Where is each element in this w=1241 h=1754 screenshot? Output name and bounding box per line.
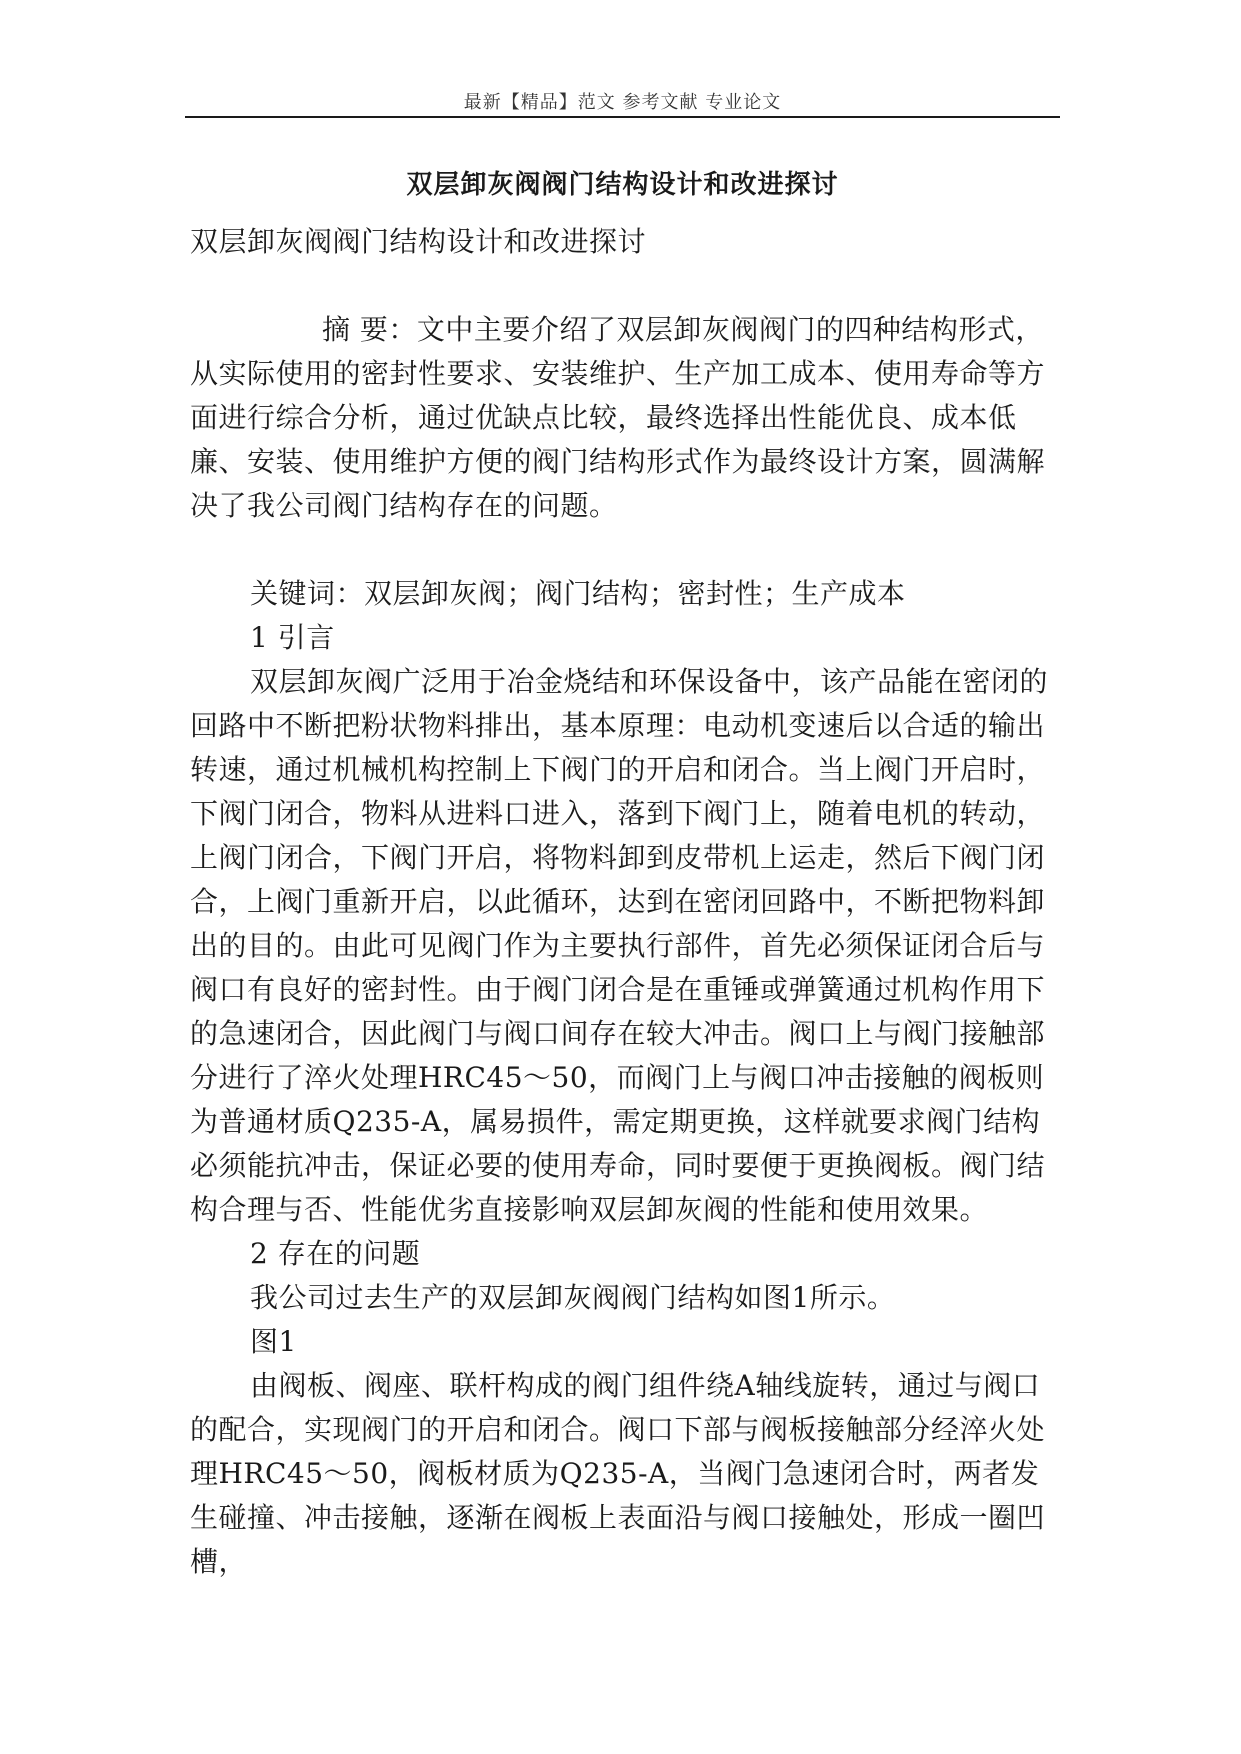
section-heading-intro: 1 引言 bbox=[250, 621, 335, 654]
problems-paragraph-detail: 由阀板、阀座、联杆构成的阀门组件绕A轴线旋转，通过与阀口的配合，实现阀门的开启和闭合。阀口下部与阀板接触部分经淬火处理HRC45～50，阀板材质为Q235-A，当阀门急速闭合时，两者发生碰撞、冲击接触，逐渐在阀板上表面沿与阀口接触处，形成一圈凹槽， bbox=[190, 1369, 1046, 1578]
document-body bbox=[190, 220, 1060, 1584]
abstract-text: 文中主要介绍了双层卸灰阀阀门的四种结构形式，从实际使用的密封性要求、安装维护、生产加工成本、使用寿命等方面进行综合分析，通过优缺点比较，最终选择出性能优良、成本低廉、安装、使用维护方便的阀门结构形式作为最终设计方案，圆满解决了我公司阀门结构存在的问题。 bbox=[190, 313, 1046, 522]
document-title: 双层卸灰阀阀门结构设计和改进探讨 bbox=[406, 170, 839, 200]
section-heading-problems: 2 存在的问题 bbox=[250, 1237, 421, 1270]
abstract-paragraph bbox=[190, 308, 1060, 528]
document-subtitle: 双层卸灰阀阀门结构设计和改进探讨 bbox=[190, 225, 647, 258]
intro-paragraph: 双层卸灰阀广泛用于冶金烧结和环保设备中，该产品能在密闭的回路中不断把粉状物料排出，基本原理：电动机变速后以合适的输出转速，通过机械机构控制上下阀门的开启和闭合。当上阀门开启时，下阀门闭合，物料从进料口进入，落到下阀门上，随着电机的转动，上阀门闭合，下阀门开启，将物料卸到皮带机上运走，然后下阀门闭合，上阀门重新开启，以此循环，达到在密闭回路中，不断把物料卸出的目的。由此可见阀门作为主要执行部件，首先必须保证闭合后与阀口有良好的密封性。由于阀门闭合是在重锤或弹簧通过机构作用下的急速闭合，因此阀门与阀口间存在较大冲击。阀口上与阀门接触部分进行了淬火处理HRC45～50，而阀门上与阀口冲击接触的阀板则为普通材质Q235-A，属易损件，需定期更换，这样就要求阀门结构必须能抗冲击，保证必要的使用寿命，同时要便于更换阀板。阀门结构合理与否、性能优劣直接影响双层卸灰阀的性能和使用效果。 bbox=[190, 665, 1049, 1226]
header-divider bbox=[185, 116, 1060, 118]
page-header: 最新【精品】范文 参考文献 专业论文 bbox=[463, 92, 782, 113]
keywords: 关键词：双层卸灰阀；阀门结构；密封性；生产成本 bbox=[250, 577, 906, 610]
spacer bbox=[190, 528, 1060, 572]
spacer bbox=[190, 264, 1060, 308]
abstract-label: 摘 要： bbox=[322, 313, 417, 346]
problems-paragraph: 我公司过去生产的双层卸灰阀阀门结构如图1所示。 bbox=[250, 1281, 896, 1314]
figure-label: 图1 bbox=[250, 1325, 297, 1358]
